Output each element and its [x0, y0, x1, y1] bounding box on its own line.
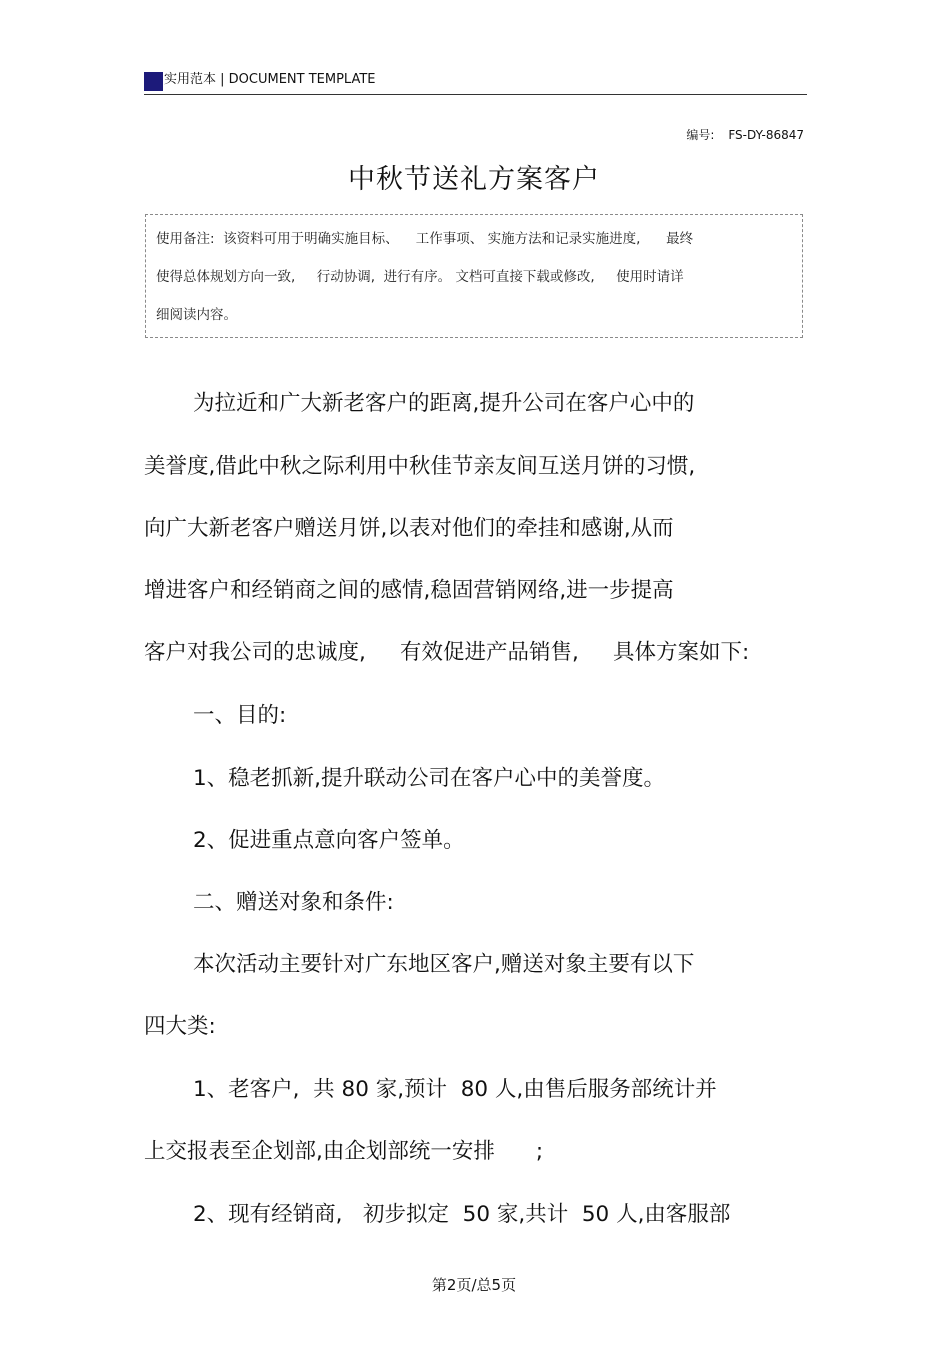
section-heading: 一、目的:: [193, 703, 287, 728]
list-item: 1、老客户, 共 80 家,预计 80 人,由售后服务部统计并: [193, 1077, 717, 1102]
document-number-value: FS-DY-86847: [728, 128, 804, 142]
document-number-label: 编号:: [686, 128, 715, 142]
usage-note-line: 使用备注: 该资料可用于明确实施目标、 工作事项、 实施方法和记录实施进度, 最终: [156, 231, 694, 247]
body-paragraph-line: 增进客户和经销商之间的感情,稳固营销网络,进一步提高: [144, 578, 674, 603]
document-header: [144, 70, 807, 95]
section-heading: 二、赠送对象和条件:: [193, 890, 394, 915]
body-paragraph-line: 美誉度,借此中秋之际利用中秋佳节亲友间互送月饼的习惯,: [144, 454, 696, 479]
body-paragraph-line: 本次活动主要针对广东地区客户,赠送对象主要有以下: [193, 952, 695, 977]
body-paragraph-line: 上交报表至企划部,由企划部统一安排 ;: [144, 1139, 544, 1164]
document-number: [144, 127, 804, 143]
list-item: 2、促进重点意向客户签单。: [193, 828, 465, 853]
body-paragraph-line: 客户对我公司的忠诚度, 有效促进产品销售, 具体方案如下:: [144, 640, 750, 665]
page-footer: 第2页/总5页: [431, 1276, 517, 1294]
header-title: 实用范本 | DOCUMENT TEMPLATE: [164, 72, 376, 87]
usage-notes-box: [145, 214, 803, 338]
list-item: 2、现有经销商, 初步拟定 50 家,共计 50 人,由客服部: [193, 1202, 731, 1227]
usage-note-line: 细阅读内容。: [156, 307, 237, 323]
header-logo-block: [144, 72, 163, 91]
body-paragraph-line: 向广大新老客户赠送月饼,以表对他们的牵挂和感谢,从而: [144, 516, 674, 541]
page-title: 中秋节送礼方案客户: [348, 164, 600, 195]
usage-note-line: 使得总体规划方向一致, 行动协调, 进行有序。 文档可直接下载或修改, 使用时请详: [156, 269, 684, 285]
body-paragraph-line: 为拉近和广大新老客户的距离,提升公司在客户心中的: [193, 391, 695, 416]
list-item: 1、稳老抓新,提升联动公司在客户心中的美誉度。: [193, 766, 666, 791]
body-paragraph-line: 四大类:: [144, 1014, 216, 1039]
